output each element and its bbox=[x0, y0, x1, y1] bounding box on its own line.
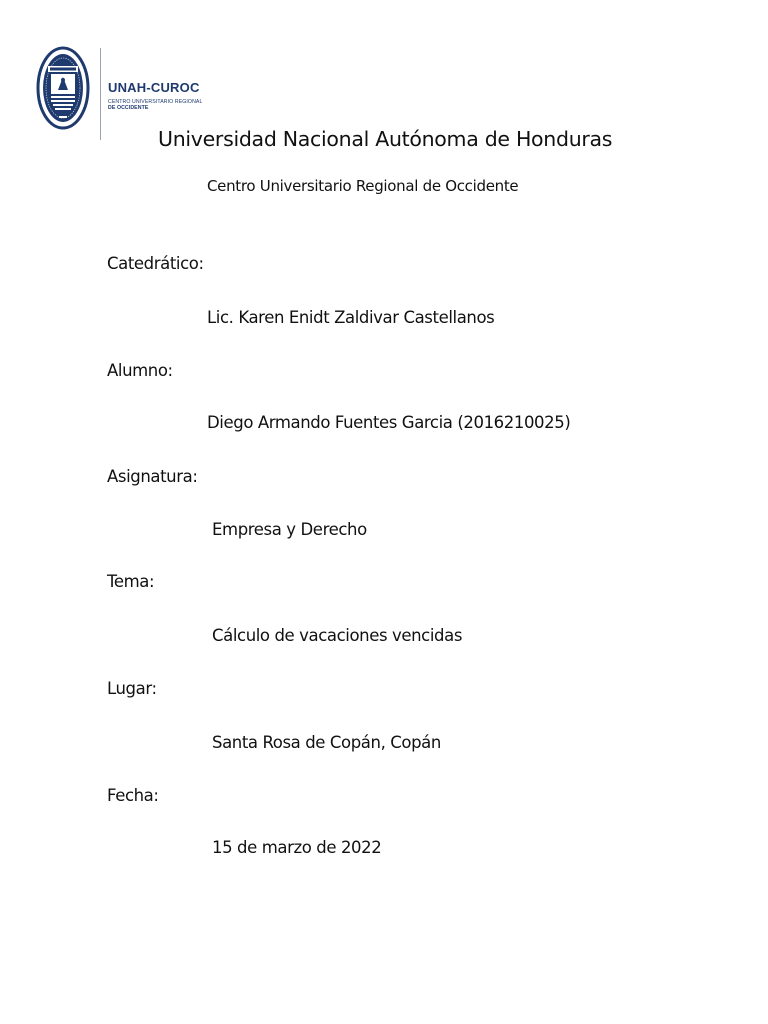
brand-subtitle-line1: CENTRO UNIVERSITARIO REGIONAL bbox=[108, 99, 203, 105]
subject-value: Empresa y Derecho bbox=[212, 520, 367, 539]
professor-label: Catedrático: bbox=[107, 254, 204, 273]
date-label: Fecha: bbox=[107, 786, 159, 805]
student-name: Diego Armando Fuentes Garcia (2016210025) bbox=[207, 413, 571, 432]
topic-value: Cálculo de vacaciones vencidas bbox=[212, 626, 463, 645]
place-label: Lugar: bbox=[107, 679, 157, 698]
brand-subtitle-line2: DE OCCIDENTE bbox=[108, 105, 149, 111]
university-title: Universidad Nacional Autónoma de Honduras bbox=[158, 127, 613, 151]
center-subtitle: Centro Universitario Regional de Occidente bbox=[207, 177, 519, 195]
place-value: Santa Rosa de Copán, Copán bbox=[212, 733, 441, 752]
university-seal-icon bbox=[36, 46, 90, 130]
student-label: Alumno: bbox=[107, 361, 173, 380]
professor-name: Lic. Karen Enidt Zaldivar Castellanos bbox=[207, 308, 495, 327]
brand-name: UNAH-CUROC bbox=[108, 80, 200, 95]
topic-label: Tema: bbox=[107, 572, 155, 591]
logo-divider bbox=[100, 48, 101, 140]
subject-label: Asignatura: bbox=[107, 467, 198, 486]
date-value: 15 de marzo de 2022 bbox=[212, 838, 382, 857]
